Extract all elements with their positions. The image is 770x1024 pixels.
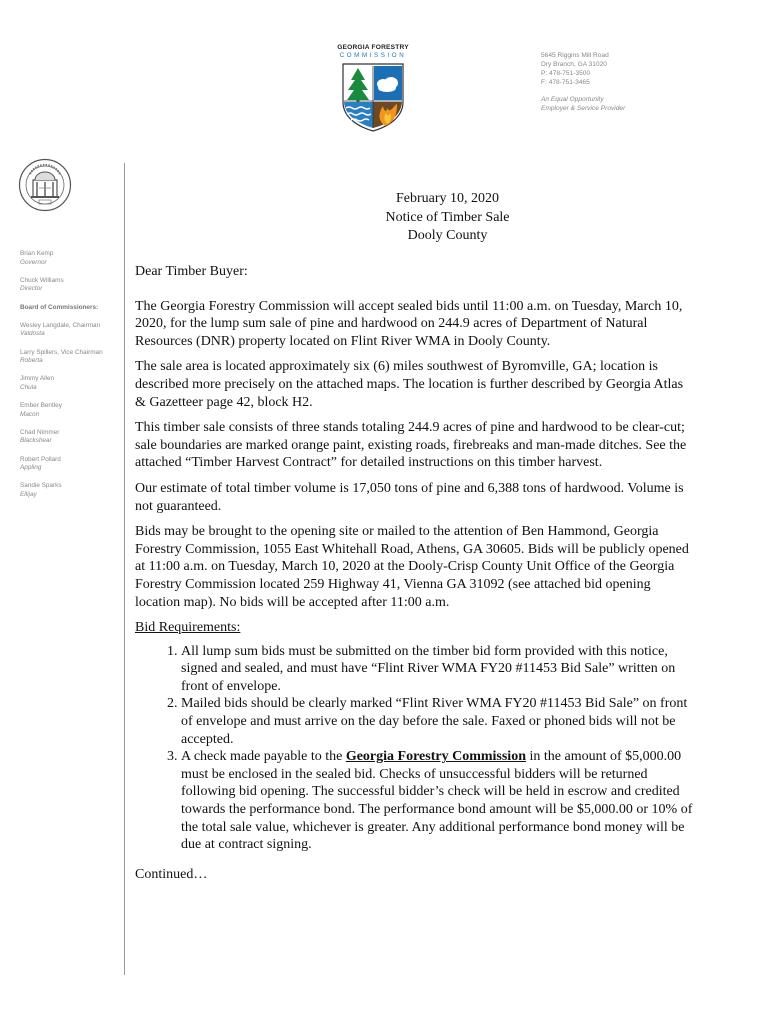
commissioner-city: Appling (20, 464, 42, 472)
commissioner-name: Larry Spillers, Vice Chairman (20, 348, 103, 356)
equal-opportunity-line-2: Employer & Service Provider (541, 105, 626, 112)
list-item: 2. Mailed bids should be clearly marked “Flint River WMA FY20 #11453 Bid Sale” on front of envelope and must arrive on the day before the sale. Faxed or phoned bids will not be accepted. (181, 695, 695, 748)
commissioner-name: Sandie Sparks (20, 482, 62, 490)
address-phone: P: 478-751-3500 (541, 70, 591, 77)
paragraph-bid-deadline: The Georgia Forestry Commission will accept sealed bids until 11:00 a.m. on Tuesday, March 10, 2020, for the lump sum sale of pine and hardwood on 244.9 acres of Department of Natural Resources (DNR) property located on Flint River WMA in Dooly County. (135, 298, 683, 349)
list-item: 1. All lump sum bids must be submitted on the timber bid form provided with this notice, signed and sealed, and must have “Flint River WMA FY20 #11453 Bid Sale” written on front of envelope. (181, 643, 695, 696)
commissioner-city: Chula (20, 383, 37, 391)
gfc-logo (333, 44, 413, 132)
commissioner-name: Ember Bentley (20, 402, 62, 410)
logo-line-2: COMMISSION (339, 52, 407, 59)
salutation: Dear Timber Buyer: (135, 264, 248, 279)
commissioner-name: Wesley Langdale, Chairman (20, 321, 101, 329)
bid-requirements-list (135, 643, 695, 854)
req3-text-before: A check made payable to the (181, 749, 346, 765)
commissioner (20, 349, 120, 366)
continued-note: Continued… (135, 866, 208, 882)
board-title: Board of Commissioners: (20, 303, 99, 311)
address-block (541, 51, 625, 113)
commissioner (20, 429, 120, 446)
official-governor (20, 250, 120, 267)
commissioner-name: Chad Nimmer (20, 428, 60, 436)
commissioner-city: Blackshear (20, 437, 52, 445)
commissioner-city: Macon (20, 410, 40, 418)
equal-opportunity-line-1: An Equal Opportunity (541, 96, 604, 103)
georgia-seal-icon (18, 158, 72, 217)
req3-text-after: in the amount of $5,000.00 must be enclosed in the sealed bid. Checks of unsuccessful bidders will be returned following bid opening. The successful bidder’s check will be held in escrow and credited towards the performance bond. The performance bond amount will be $5,000.00 or 10% of the total sale value, whichever is greater. Any additional performance bond money will be due at contract signing. (181, 749, 693, 853)
commissioner (20, 482, 120, 499)
vertical-divider (124, 163, 125, 975)
official-role: Governor (20, 258, 47, 266)
letter-date: February 10, 2020 (395, 191, 500, 206)
letter-body (135, 263, 695, 883)
commissioner-name: Jimmy Allen (20, 375, 55, 383)
paragraph-bid-delivery: Bids may be brought to the opening site or mailed to the attention of Ben Hammond, Georgia Forestry Commission, 1055 East Whitehall Road, Athens, GA 30605. Bids will be publicly opened at 11:00 a.m. on Tuesday, March 10, 2020 at the Dooly-Crisp County Unit Office of the Georgia Forestry Commission located 259 Highway 41, Vienna GA 31092 (see attached bid opening location map). No bids will be accepted after 11:00 a.m. (135, 524, 689, 610)
commissioner-city: Ellijay (20, 491, 37, 499)
official-director (20, 277, 120, 294)
commissioner-name: Robert Pollard (20, 455, 61, 463)
address-street: 5645 Riggins Mill Road (541, 52, 609, 59)
paragraph-stands: This timber sale consists of three stands totaling 244.9 acres of pine and hardwood to be clear-cut; sale boundaries are marked orange paint, existing roads, firebreaks and man-made ditches. See the attached “Timber Harvest Contract” for detailed instructions on this timber harvest. (135, 420, 687, 471)
paragraph-location: The sale area is located approximately six (6) miles southwest of Byromville, GA; location is described more precisely on the attached maps. The location is further described by Georgia Atlas & Gazetteer page 42, block H2. (135, 359, 684, 410)
bid-requirements-title: Bid Requirements: (135, 620, 241, 636)
sidebar (20, 250, 120, 509)
commissioner (20, 456, 120, 473)
address-fax: F: 478-751-3465 (541, 79, 590, 86)
official-name: Chuck Williams (20, 276, 64, 284)
paragraph-volume: Our estimate of total timber volume is 17,050 tons of pine and 6,388 tons of hardwood. Volume is not guaranteed. (135, 480, 684, 514)
official-name: Brian Kemp (20, 250, 54, 257)
official-role: Director (20, 285, 43, 293)
gfc-shield-icon (341, 62, 405, 132)
commissioner-city: Valdosta (20, 330, 45, 338)
commissioner-city: Roberta (20, 357, 43, 365)
address-city: Dry Branch, GA 31020 (541, 61, 607, 68)
letter-title: Notice of Timber Sale (385, 209, 510, 225)
commissioner (20, 375, 120, 392)
commissioner (20, 322, 120, 339)
letter-heading (125, 190, 770, 246)
list-item (181, 748, 695, 854)
letter-county: Dooly County (407, 228, 488, 243)
gfc-name-emphasis: Georgia Forestry Commission (345, 749, 526, 765)
commissioner (20, 402, 120, 419)
logo-line-1: GEORGIA FORESTRY (337, 44, 409, 51)
